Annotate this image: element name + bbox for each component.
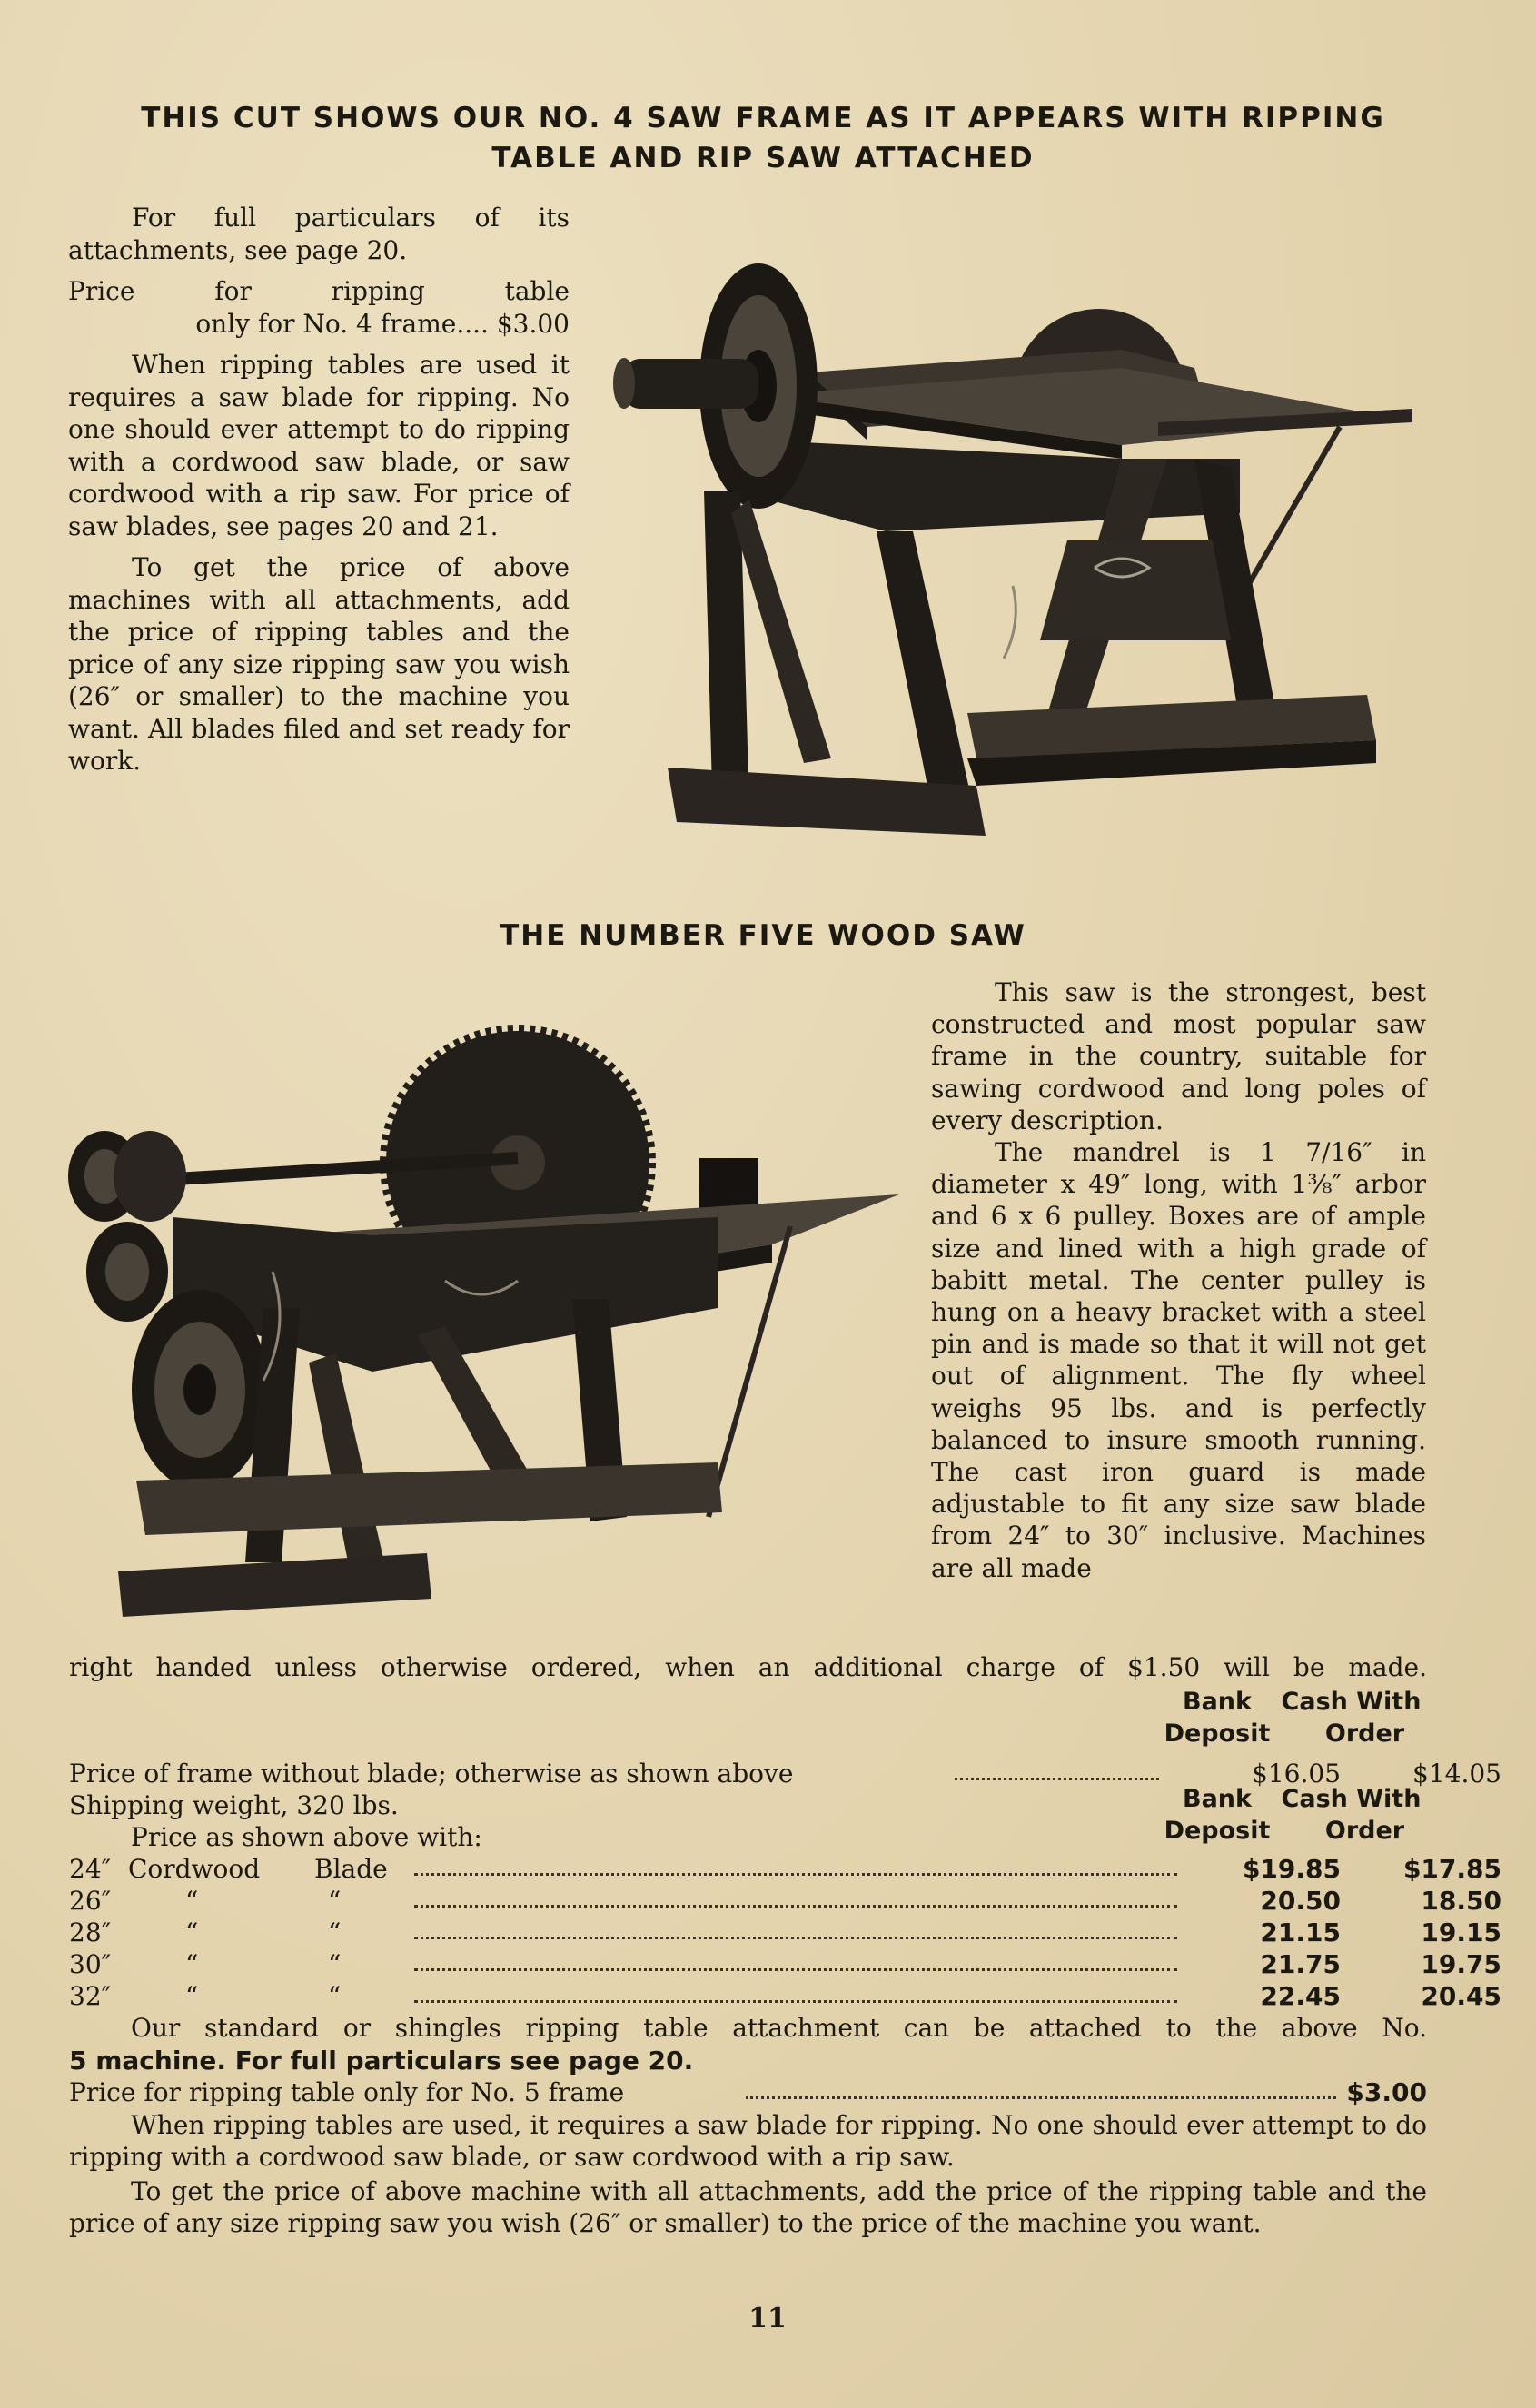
section2-text — [931, 976, 1426, 1584]
pulley-icon — [68, 1131, 186, 1322]
section1-heading — [36, 98, 1490, 178]
price-with-row — [69, 1821, 1432, 1853]
footer-text — [69, 2012, 1427, 2240]
attachments-note: For full particulars of its attachments, see page 20. — [68, 203, 570, 265]
shingles-note-line1: Our standard or shingles ripping table attachment can be attached to the above No. — [131, 2013, 1427, 2043]
section1-text — [68, 202, 570, 787]
shingles-note-line2: 5 machine. For full particulars see page 20. — [69, 2045, 694, 2076]
attachments-price-note-no5: To get the price of above machine with all attachments, add the price of the ripping table and the price of any size ripping saw you wish (26″ or smaller) to the price of the machine you want. — [69, 2175, 1427, 2238]
blade-row: 28″ “ “ 21.15 19.15 — [69, 1917, 1501, 1947]
frame-cash-price: $14.05 — [1412, 1759, 1501, 1789]
saw-frame-no4-illustration — [613, 241, 1412, 877]
ripping-warning-no5: When ripping tables are used, it requires a saw blade for ripping. No one should ever attempt to do ripping with a cordwood saw blade, or saw cordwood with a rip saw. — [69, 2109, 1427, 2172]
ripping-table-price-no5-label: Price for ripping table only for No. 5 frame — [69, 2077, 625, 2107]
ripping-table-price-no5 — [69, 2076, 1427, 2109]
blade-row: 26″ “ “ 20.50 18.50 — [69, 1886, 1501, 1916]
ripping-table-price — [68, 275, 570, 340]
frame-price-label: Price of frame without blade; otherwise as shown above — [69, 1759, 794, 1789]
section1-heading-line2: TABLE AND RIP SAW ATTACHED — [491, 142, 1035, 174]
frame-bank-price: $16.05 — [1252, 1759, 1341, 1789]
section1-heading-line1: THIS CUT SHOWS OUR NO. 4 SAW FRAME AS IT APPEARS WITH RIPPING — [141, 102, 1385, 134]
blade-row: 32″ “ “ 22.45 20.45 — [69, 1981, 1501, 2011]
bank-deposit-header: Bank Deposit — [1164, 1688, 1271, 1748]
shipping-weight: Shipping weight, 320 lbs. — [69, 1790, 399, 1820]
blade-row: 24″ Cordwood Blade $19.85 $17.85 — [69, 1854, 1501, 1884]
ripping-table-price-line1: Price for ripping table — [68, 276, 570, 306]
price-with-label: Price as shown above with: — [131, 1822, 482, 1852]
flywheel-icon — [132, 1290, 268, 1490]
bank-deposit-header-2: Bank Deposit — [1164, 1785, 1271, 1845]
blade-row: 30″ “ “ 21.75 19.75 — [69, 1949, 1501, 1979]
cash-with-order-header-2: Cash With Order — [1281, 1785, 1422, 1845]
mandrel-description-tail: right handed unless otherwise ordered, when an additional charge of $1.50 will be made. — [69, 1652, 1427, 1682]
saw-description: This saw is the strongest, best constructed and most popular saw frame in the country, suitable for sawing cordwood and long poles of every description. — [931, 977, 1426, 1135]
ripping-table-price-line2: only for No. 4 frame.... $3.00 — [195, 308, 570, 339]
ripping-table-price-no5-value: $3.00 — [1346, 2077, 1427, 2107]
attachments-price-note: To get the price of above machines with all attachments, add the price of ripping tables and the price of any size ripping saw you wish (26″ or smaller) to the machine you want. All blades filed and set ready for work. — [68, 552, 570, 776]
section2-heading: THE NUMBER FIVE WOOD SAW — [500, 919, 1026, 952]
cash-with-order-header: Cash With Order — [1281, 1688, 1422, 1748]
ripping-warning: When ripping tables are used it requires a saw blade for ripping. No one should ever attempt to do ripping with a cordwood saw blade, or saw cordwood with a rip saw. For price of saw blades, see pages 20 and 21. — [68, 350, 570, 541]
wood-saw-no5-illustration — [64, 1008, 908, 1626]
mandrel-description: The mandrel is 1 7/16″ in diameter x 49″ long, with 1⅜″ arbor and 6 x 6 pulley. Boxes are of ample size and lined with a high grade of babitt metal. The center pulley is hung on a heavy bracket with a steel pin and is made so that it will not get out of alignment. The fly wheel weighs 95 lbs. and is perfectly balanced to insure smooth running. The cast iron guard is made adjustable to fit any size saw blade from 24″ to 30″ inclusive. Machines are all made — [931, 1137, 1426, 1583]
page-number: 11 — [748, 2303, 787, 2334]
